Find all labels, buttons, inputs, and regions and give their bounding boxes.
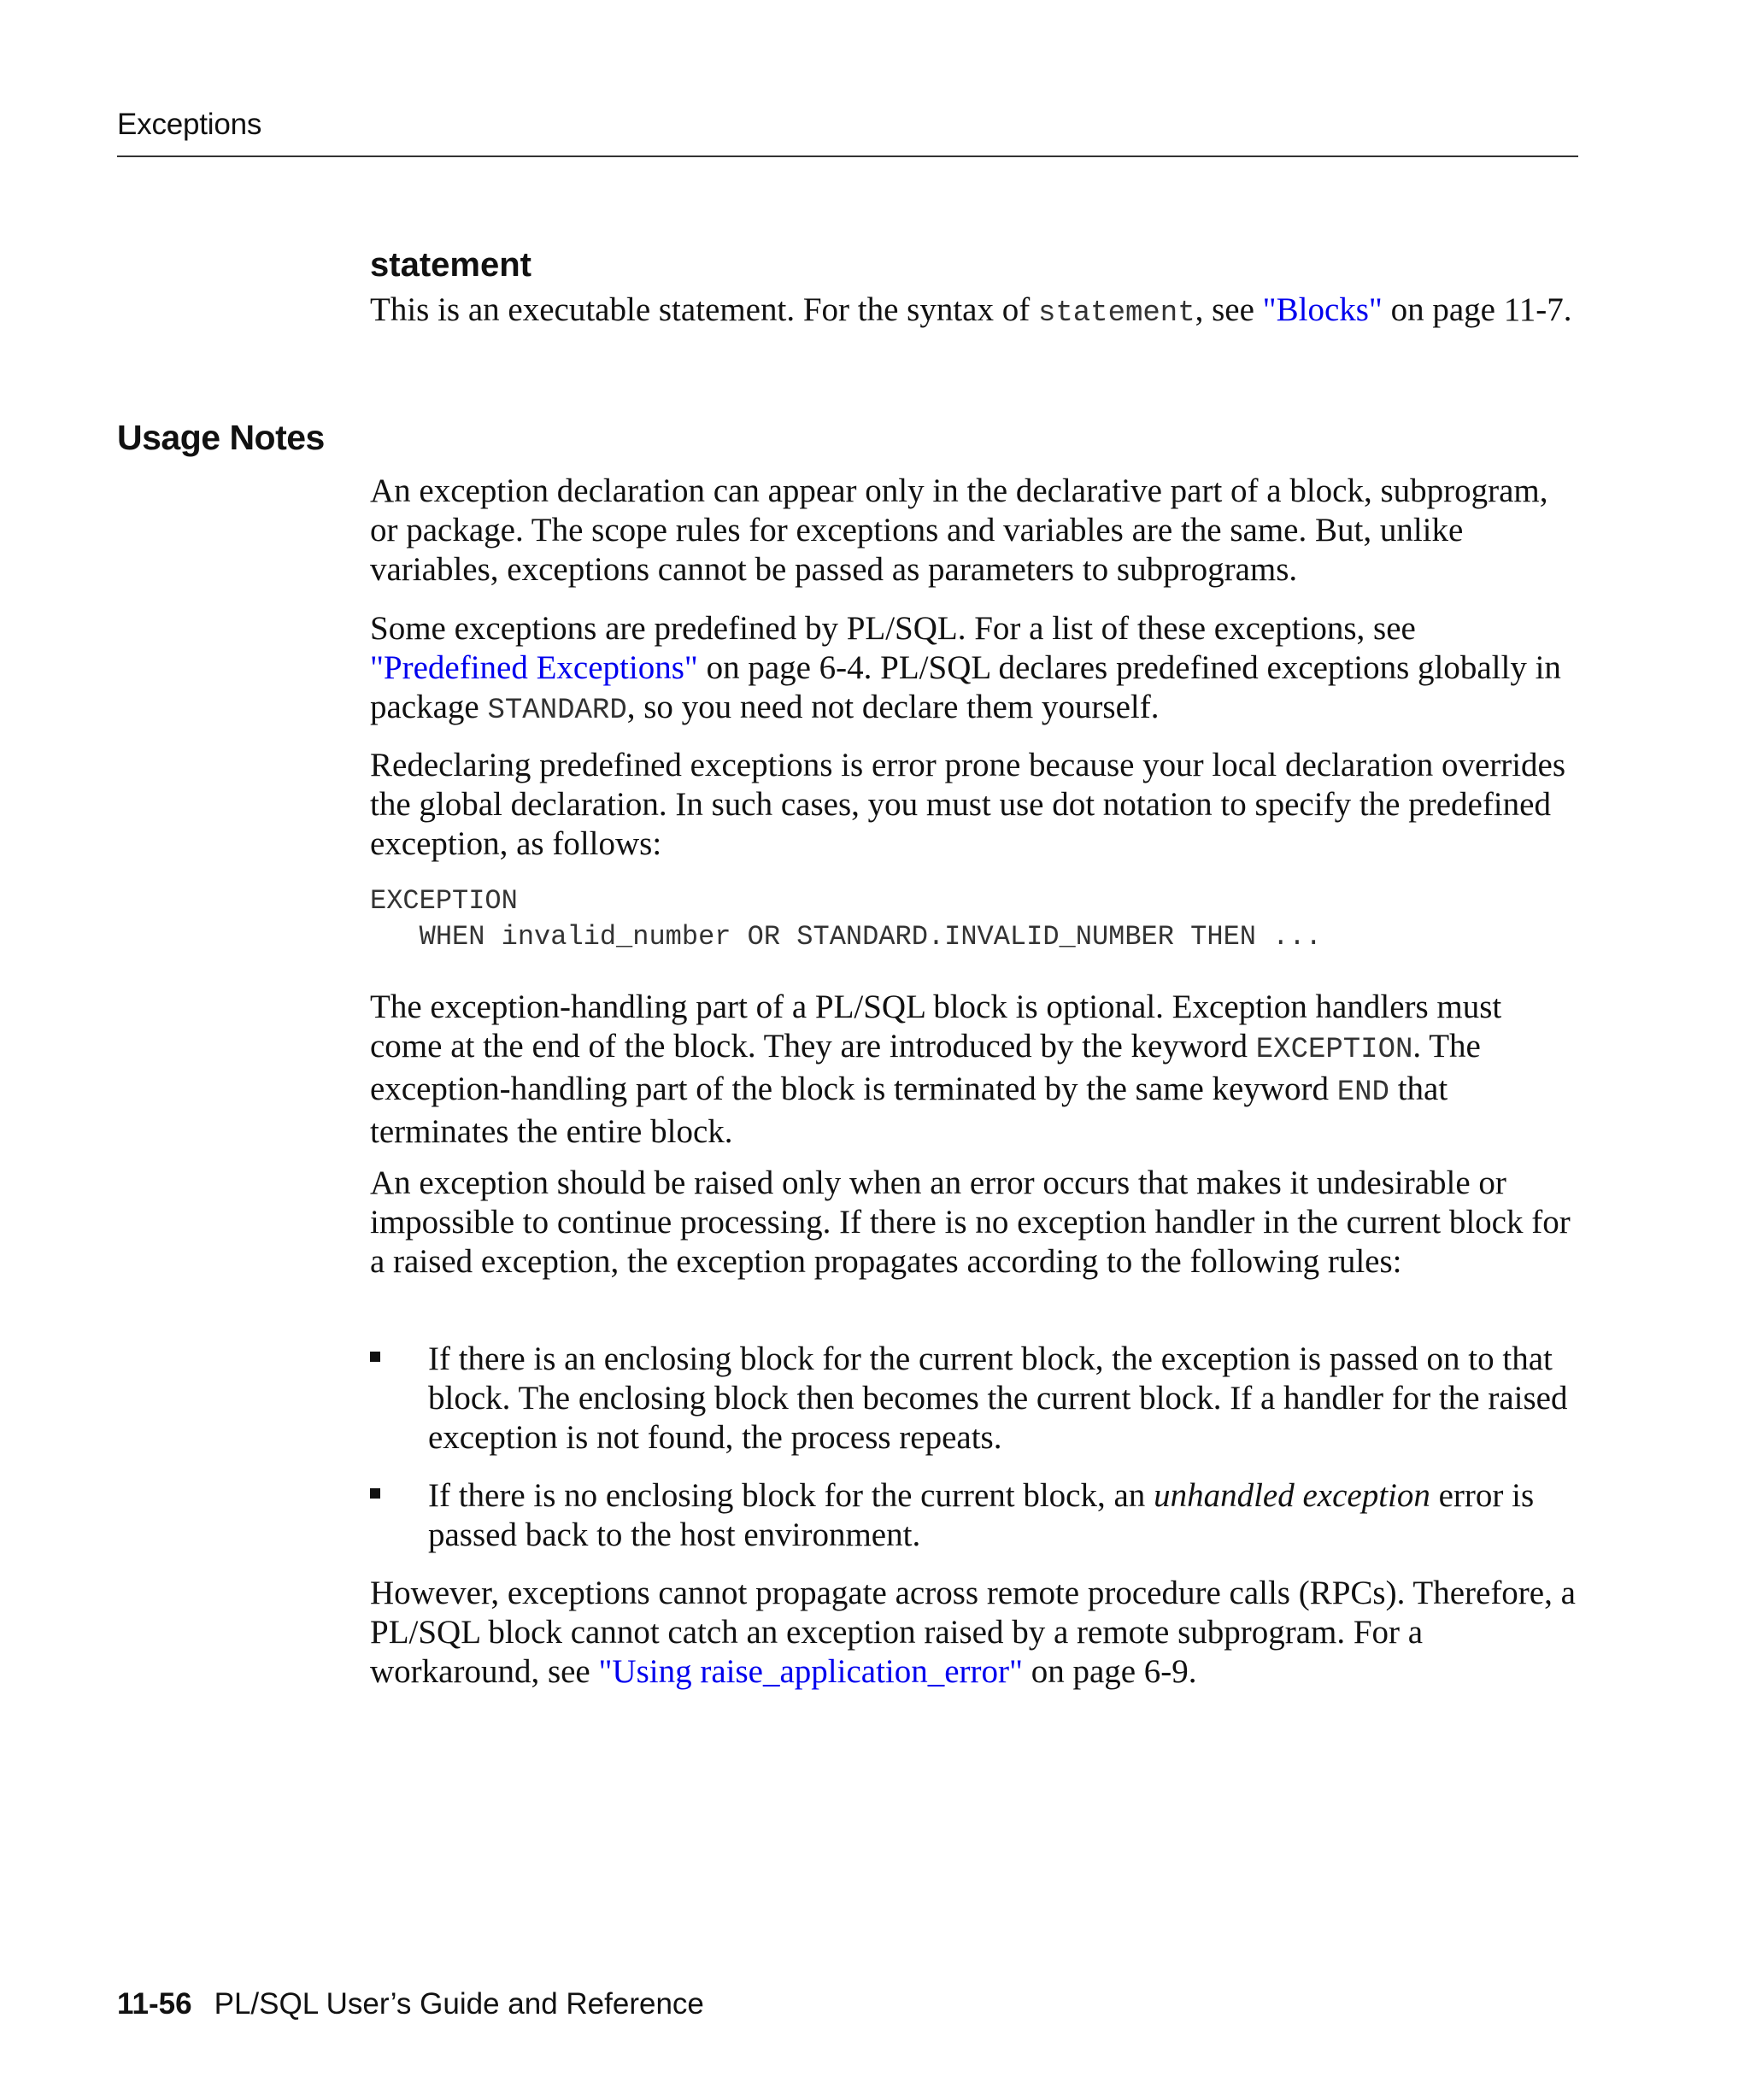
text-run: , see	[1195, 291, 1263, 328]
emphasis-text: unhandled exception	[1154, 1477, 1430, 1514]
page-number: 11-56	[117, 1987, 192, 2021]
term-title: statement	[370, 246, 531, 284]
paragraph-text: An exception should be raised only when an error occurs that makes it undesirable or impossible to continue processing. If there is no exception handler in the current block for a raised exception, the exception propagates according to the following rules:	[370, 1164, 1571, 1280]
code-example: EXCEPTION WHEN invalid_number OR STANDARD.INVALID_NUMBER THEN ...	[370, 885, 1322, 953]
paragraph-4	[370, 988, 1579, 1152]
bullet-item-2	[370, 1476, 1579, 1555]
text-run: Some exceptions are predefined by PL/SQL. For a list of these exceptions, see	[370, 610, 1416, 647]
page-footer	[117, 1987, 704, 2021]
inline-code: END	[1336, 1076, 1389, 1109]
text-run: on page 6-4. PL/SQL declares predefined exceptions globally in package	[370, 649, 1561, 725]
paragraph-2	[370, 609, 1579, 730]
text-run: on page 6-9.	[1022, 1653, 1197, 1690]
paragraph-3	[370, 746, 1579, 864]
text-run: that terminates the entire block.	[370, 1071, 1448, 1150]
paragraph-text: An exception declaration can appear only in the declarative part of a block, subprogram, or package. The scope rules for exceptions and variables are the same. But, unlike variables, exceptions cannot be passed as parameters to subprograms.	[370, 472, 1548, 588]
running-header: Exceptions	[117, 108, 262, 141]
paragraph-6	[370, 1574, 1579, 1692]
text-run: , so you need not declare them yourself.	[626, 689, 1160, 725]
header-rule	[117, 155, 1578, 157]
inline-code: statement	[1037, 297, 1195, 330]
paragraph-text: Redeclaring predefined exceptions is error prone because your local declaration overrides the global declaration. In such cases, you must use dot notation to specify the predefined exception, as follows:	[370, 747, 1566, 862]
text-run: If there is no enclosing block for the current block, an	[428, 1477, 1154, 1514]
text-run: . The exception-handling part of the block is terminated by the same keyword	[370, 1028, 1481, 1107]
link-raise-application-error[interactable]: "Using raise_application_error"	[598, 1653, 1023, 1690]
section-heading: Usage Notes	[117, 418, 325, 457]
paragraph-1	[370, 472, 1579, 590]
text-run: on page 11-7.	[1382, 291, 1572, 328]
text-run: However, exceptions cannot propagate across remote procedure calls (RPCs). Therefore, a PL/SQL block cannot catch an exception raised by a remote subprogram. For a workaround, see	[370, 1575, 1576, 1690]
link-blocks[interactable]: "Blocks"	[1262, 291, 1383, 328]
bullet-square-icon	[370, 1352, 380, 1362]
text-run: error is passed back to the host environment.	[428, 1477, 1535, 1553]
text-run: The exception-handling part of a PL/SQL block is optional. Exception handlers must come at the end of the block. They are introduced by the keyword	[370, 988, 1502, 1065]
inline-code: EXCEPTION	[1255, 1034, 1413, 1066]
bullet-square-icon	[370, 1488, 380, 1499]
link-predefined-exceptions[interactable]: "Predefined Exceptions"	[370, 649, 698, 686]
text-run: This is an executable statement. For the syntax of	[370, 291, 1038, 328]
paragraph-5	[370, 1164, 1579, 1282]
bullet-item-1	[370, 1340, 1579, 1458]
inline-code: STANDARD	[487, 695, 627, 727]
book-title: PL/SQL User’s Guide and Reference	[214, 1987, 704, 2021]
bullet-text: If there is an enclosing block for the current block, the exception is passed on to that block. The enclosing block then becomes the current block. If a handler for the raised exception is not found, the process repeats.	[428, 1340, 1568, 1456]
term-description	[370, 290, 1579, 333]
